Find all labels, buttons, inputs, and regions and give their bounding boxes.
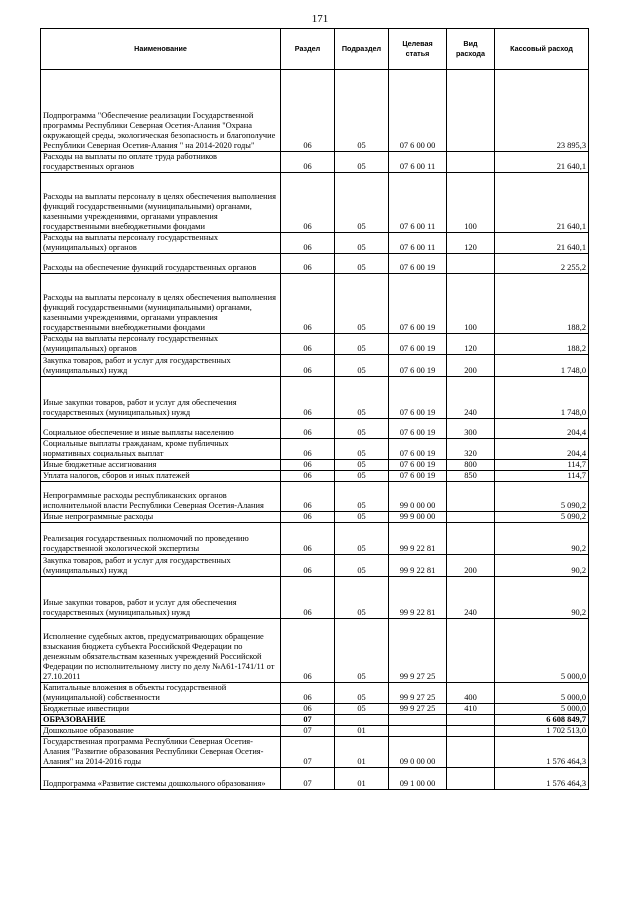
cell-type: 240 — [447, 377, 495, 419]
cell-section: 06 — [281, 377, 335, 419]
cell-subsection: 05 — [335, 577, 389, 619]
table-row — [41, 419, 589, 439]
header-type: Вид расхода — [447, 29, 495, 70]
cell-type — [447, 70, 495, 152]
table-row — [41, 254, 589, 274]
cell-subsection: 05 — [335, 377, 389, 419]
cell-type: 850 — [447, 471, 495, 482]
header-cash: Кассовый расход — [495, 29, 589, 70]
cell-name: ОБРАЗОВАНИЕ — [41, 715, 281, 726]
cell-section: 06 — [281, 334, 335, 355]
cell-target — [389, 715, 447, 726]
page-number: 171 — [311, 13, 329, 25]
cell-section: 06 — [281, 482, 335, 512]
cell-name: Дошкольное образование — [41, 726, 281, 737]
cell-type: 100 — [447, 274, 495, 334]
table-header-row — [41, 29, 589, 70]
table-row — [41, 460, 589, 471]
cell-section: 06 — [281, 523, 335, 555]
table-row — [41, 726, 589, 737]
table-row — [41, 233, 589, 254]
cell-name: Расходы на выплаты по оплате труда работников государственных органов — [41, 152, 281, 173]
cell-subsection: 05 — [335, 683, 389, 704]
cell-target: 07 6 00 19 — [389, 355, 447, 377]
cell-target: 07 6 00 19 — [389, 419, 447, 439]
cell-target: 07 6 00 19 — [389, 334, 447, 355]
cell-target: 07 6 00 19 — [389, 274, 447, 334]
cell-type: 100 — [447, 173, 495, 233]
cell-subsection: 05 — [335, 512, 389, 523]
cell-cash: 21 640,1 — [495, 152, 589, 173]
header-section: Раздел — [281, 29, 335, 70]
cell-subsection: 05 — [335, 523, 389, 555]
cell-name: Иные закупки товаров, работ и услуг для обеспечения государственных (муниципальных) нужд — [41, 577, 281, 619]
cell-cash: 1 576 464,3 — [495, 768, 589, 790]
cell-section: 06 — [281, 173, 335, 233]
cell-type — [447, 152, 495, 173]
cell-type — [447, 619, 495, 683]
cell-subsection: 05 — [335, 173, 389, 233]
cell-subsection: 01 — [335, 726, 389, 737]
table-row — [41, 683, 589, 704]
cell-cash: 5 090,2 — [495, 512, 589, 523]
table-row — [41, 471, 589, 482]
cell-section: 06 — [281, 471, 335, 482]
table-row — [41, 482, 589, 512]
table-row — [41, 577, 589, 619]
cell-name: Социальное обеспечение и иные выплаты населению — [41, 419, 281, 439]
cell-name: Капитальные вложения в объекты государственной (муниципальной) собственности — [41, 683, 281, 704]
cell-subsection: 05 — [335, 439, 389, 460]
cell-type — [447, 523, 495, 555]
cell-cash: 5 000,0 — [495, 619, 589, 683]
cell-name: Подпрограмма «Развитие системы дошкольного образования» — [41, 768, 281, 790]
cell-subsection: 05 — [335, 555, 389, 577]
cell-cash: 1 748,0 — [495, 355, 589, 377]
budget-table — [40, 28, 589, 790]
cell-target: 07 6 00 19 — [389, 254, 447, 274]
cell-name: Расходы на выплаты персоналу в целях обеспечения выполнения функций государственными (муниципальными) органами, казенными учреждениями, органами управления государственными внебюджетными фондами — [41, 274, 281, 334]
cell-target: 07 6 00 19 — [389, 439, 447, 460]
cell-cash: 188,2 — [495, 334, 589, 355]
cell-subsection: 05 — [335, 70, 389, 152]
cell-target: 99 9 27 25 — [389, 704, 447, 715]
cell-cash: 23 895,3 — [495, 70, 589, 152]
cell-name: Расходы на выплаты персоналу в целях обеспечения выполнения функций государственными (муниципальными) органами, казенными учреждениями, органами управления государственными внебюджетными фондами — [41, 173, 281, 233]
cell-type: 200 — [447, 355, 495, 377]
cell-target: 99 9 22 81 — [389, 577, 447, 619]
cell-section: 07 — [281, 768, 335, 790]
table-row — [41, 334, 589, 355]
cell-section: 06 — [281, 419, 335, 439]
cell-subsection: 01 — [335, 768, 389, 790]
table-row — [41, 173, 589, 233]
cell-subsection: 05 — [335, 233, 389, 254]
cell-subsection — [335, 715, 389, 726]
cell-section: 06 — [281, 555, 335, 577]
cell-subsection: 05 — [335, 619, 389, 683]
cell-cash: 5 000,0 — [495, 704, 589, 715]
cell-section: 06 — [281, 512, 335, 523]
cell-type: 240 — [447, 577, 495, 619]
cell-section: 06 — [281, 577, 335, 619]
cell-cash: 1 576 464,3 — [495, 737, 589, 768]
cell-cash: 204,4 — [495, 439, 589, 460]
cell-name: Расходы на выплаты персоналу государственных (муниципальных) органов — [41, 233, 281, 254]
cell-type: 320 — [447, 439, 495, 460]
cell-cash: 6 608 849,7 — [495, 715, 589, 726]
cell-name: Подпрограмма "Обеспечение реализации Государственной программы Республики Северная Осетия-Алания "Охрана окружающей среды, экологическая безопасность и благополучие Республики Северная Осетия-Алания " на 2014-2020 годы" — [41, 70, 281, 152]
cell-section: 06 — [281, 254, 335, 274]
cell-type — [447, 512, 495, 523]
table-row — [41, 737, 589, 768]
cell-type — [447, 726, 495, 737]
cell-type — [447, 737, 495, 768]
cell-type — [447, 482, 495, 512]
cell-cash: 114,7 — [495, 471, 589, 482]
cell-target: 99 9 00 00 — [389, 512, 447, 523]
cell-section: 06 — [281, 683, 335, 704]
cell-target — [389, 726, 447, 737]
table-row — [41, 715, 589, 726]
cell-name: Бюджетные инвестиции — [41, 704, 281, 715]
cell-cash: 2 255,2 — [495, 254, 589, 274]
cell-target: 99 0 00 00 — [389, 482, 447, 512]
table-row — [41, 439, 589, 460]
cell-section: 07 — [281, 726, 335, 737]
table-row — [41, 704, 589, 715]
table-row — [41, 555, 589, 577]
table-row — [41, 355, 589, 377]
cell-section: 07 — [281, 715, 335, 726]
cell-section: 06 — [281, 355, 335, 377]
cell-name: Иные бюджетные ассигнования — [41, 460, 281, 471]
cell-cash: 5 000,0 — [495, 683, 589, 704]
cell-cash: 188,2 — [495, 274, 589, 334]
cell-target: 99 9 27 25 — [389, 619, 447, 683]
cell-subsection: 05 — [335, 355, 389, 377]
cell-section: 06 — [281, 460, 335, 471]
cell-name: Непрограммные расходы республиканских органов исполнительной власти Республики Северная Осетия-Алания — [41, 482, 281, 512]
cell-name: Иные закупки товаров, работ и услуг для обеспечения государственных (муниципальных) нужд — [41, 377, 281, 419]
cell-name: Расходы на обеспечение функций государственных органов — [41, 254, 281, 274]
cell-name: Иные непрограммные расходы — [41, 512, 281, 523]
cell-cash: 1 702 513,0 — [495, 726, 589, 737]
cell-target: 07 6 00 19 — [389, 471, 447, 482]
cell-target: 99 9 27 25 — [389, 683, 447, 704]
cell-subsection: 05 — [335, 152, 389, 173]
cell-section: 06 — [281, 439, 335, 460]
cell-type: 120 — [447, 233, 495, 254]
table-row — [41, 152, 589, 173]
cell-section: 06 — [281, 70, 335, 152]
cell-target: 07 6 00 11 — [389, 233, 447, 254]
cell-section: 07 — [281, 737, 335, 768]
cell-type: 800 — [447, 460, 495, 471]
cell-subsection: 05 — [335, 274, 389, 334]
cell-name: Государственная программа Республики Северная Осетия-Алания "Развитие образования Республики Северная Осетия-Алания" на 2014-2016 годы — [41, 737, 281, 768]
table-body — [41, 70, 589, 790]
cell-target: 07 6 00 11 — [389, 173, 447, 233]
cell-name: Закупка товаров, работ и услуг для государственных (муниципальных) нужд — [41, 555, 281, 577]
table-row — [41, 768, 589, 790]
cell-target: 09 1 00 00 — [389, 768, 447, 790]
cell-cash: 21 640,1 — [495, 233, 589, 254]
cell-target: 99 9 22 81 — [389, 555, 447, 577]
cell-type: 410 — [447, 704, 495, 715]
cell-target: 07 6 00 19 — [389, 377, 447, 419]
cell-name: Расходы на выплаты персоналу государственных (муниципальных) органов — [41, 334, 281, 355]
cell-target: 07 6 00 11 — [389, 152, 447, 173]
cell-type — [447, 715, 495, 726]
header-subsection: Подраздел — [335, 29, 389, 70]
cell-section: 06 — [281, 619, 335, 683]
cell-type: 200 — [447, 555, 495, 577]
cell-subsection: 05 — [335, 704, 389, 715]
cell-type: 300 — [447, 419, 495, 439]
table-row — [41, 70, 589, 152]
cell-cash: 90,2 — [495, 577, 589, 619]
cell-target: 07 6 00 00 — [389, 70, 447, 152]
table-row — [41, 512, 589, 523]
cell-section: 06 — [281, 233, 335, 254]
cell-subsection: 01 — [335, 737, 389, 768]
cell-subsection: 05 — [335, 334, 389, 355]
table-row — [41, 619, 589, 683]
table-row — [41, 523, 589, 555]
cell-target: 09 0 00 00 — [389, 737, 447, 768]
cell-cash: 90,2 — [495, 523, 589, 555]
cell-section: 06 — [281, 274, 335, 334]
cell-cash: 21 640,1 — [495, 173, 589, 233]
cell-cash: 1 748,0 — [495, 377, 589, 419]
cell-target: 07 6 00 19 — [389, 460, 447, 471]
cell-section: 06 — [281, 704, 335, 715]
cell-subsection: 05 — [335, 471, 389, 482]
cell-subsection: 05 — [335, 254, 389, 274]
cell-type — [447, 254, 495, 274]
cell-cash: 5 090,2 — [495, 482, 589, 512]
cell-type: 400 — [447, 683, 495, 704]
header-target: Целевая статья — [389, 29, 447, 70]
cell-name: Уплата налогов, сборов и иных платежей — [41, 471, 281, 482]
cell-name: Закупка товаров, работ и услуг для государственных (муниципальных) нужд — [41, 355, 281, 377]
table-row — [41, 274, 589, 334]
table-row — [41, 377, 589, 419]
cell-target: 99 9 22 81 — [389, 523, 447, 555]
cell-name: Социальные выплаты гражданам, кроме публичных нормативных социальных выплат — [41, 439, 281, 460]
header-name: Наименование — [41, 29, 281, 70]
cell-subsection: 05 — [335, 460, 389, 471]
cell-name: Реализация государственных полномочий по проведению государственной экологической экспертизы — [41, 523, 281, 555]
cell-section: 06 — [281, 152, 335, 173]
cell-type: 120 — [447, 334, 495, 355]
cell-type — [447, 768, 495, 790]
cell-cash: 204,4 — [495, 419, 589, 439]
cell-subsection: 05 — [335, 419, 389, 439]
cell-cash: 114,7 — [495, 460, 589, 471]
cell-name: Исполнение судебных актов, предусматривающих обращение взыскания бюджета субъекта Российской Федерации по денежным обязательствам казенных учреждений Российской Федерации по исполнительному листу по делу №А61-1741/11 от 27.10.2011 — [41, 619, 281, 683]
cell-subsection: 05 — [335, 482, 389, 512]
cell-cash: 90,2 — [495, 555, 589, 577]
